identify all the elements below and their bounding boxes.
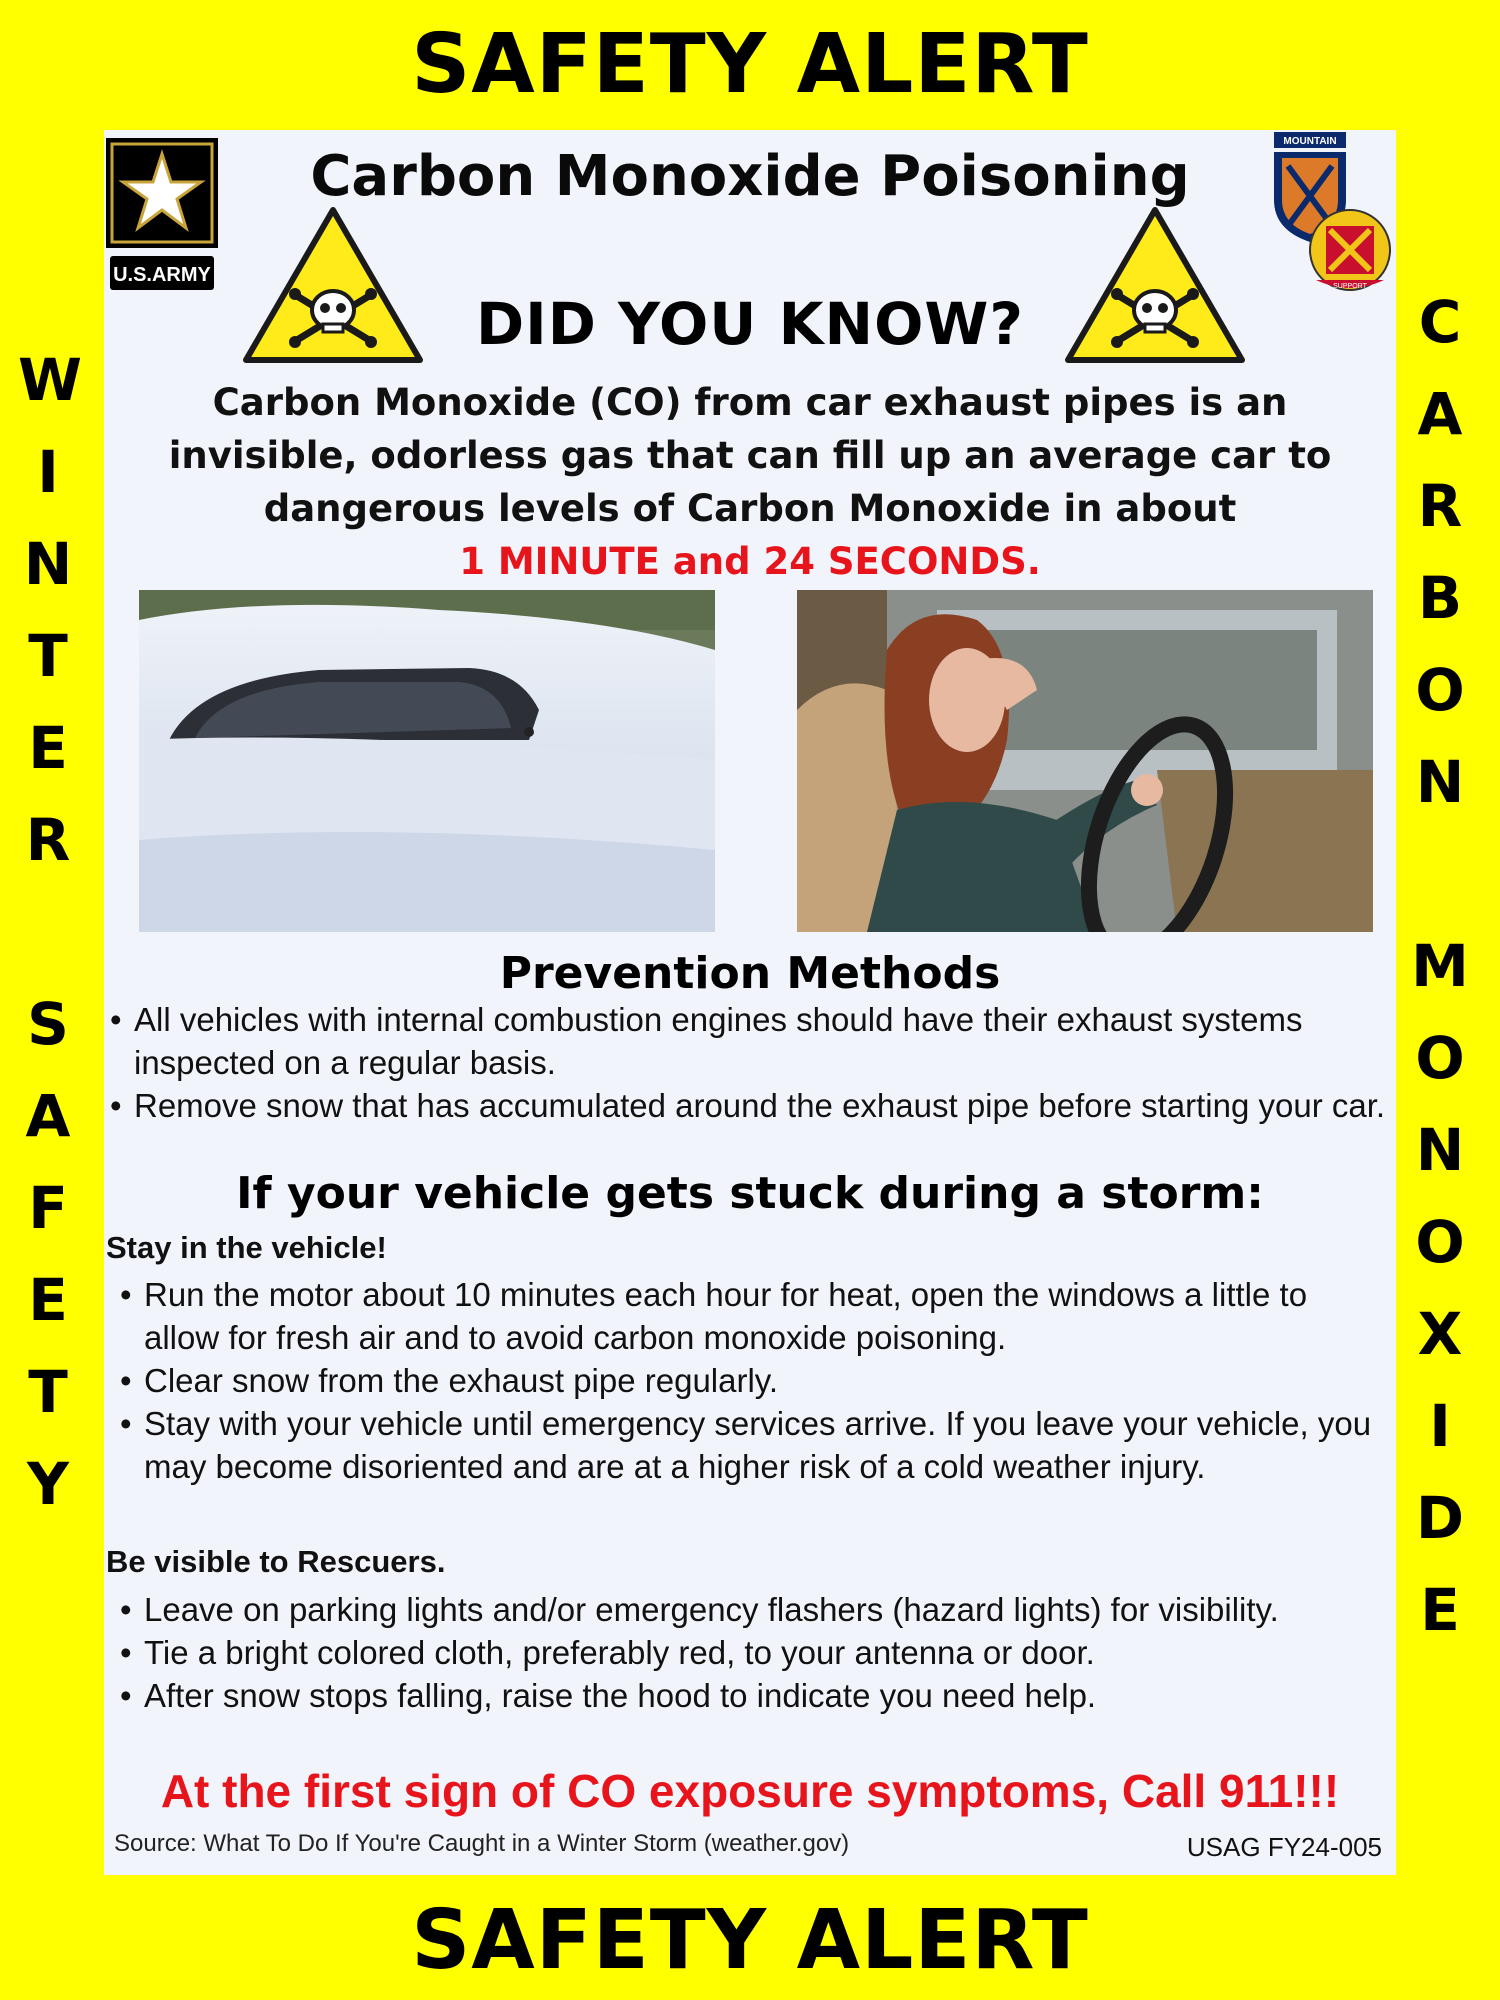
side-letter: E xyxy=(28,714,68,782)
side-letter: A xyxy=(25,1082,71,1150)
content-panel xyxy=(104,130,1396,1875)
poison-warning-icon xyxy=(1062,204,1248,368)
prevention-list xyxy=(106,998,1386,1127)
intro-text xyxy=(134,376,1366,588)
svg-text:U.S.ARMY: U.S.ARMY xyxy=(113,264,211,286)
unit-insignia-logo xyxy=(1272,130,1396,298)
side-letter: I xyxy=(37,438,59,506)
dizzy-woman-driver-photo xyxy=(797,590,1373,932)
banner-top: SAFETY ALERT xyxy=(411,17,1089,112)
side-letter: M xyxy=(1411,932,1469,1000)
side-letter: N xyxy=(23,530,73,598)
stay-list xyxy=(116,1273,1386,1488)
side-letter: A xyxy=(1417,380,1463,448)
svg-text:MOUNTAIN: MOUNTAIN xyxy=(1283,136,1337,147)
side-letter: S xyxy=(27,990,69,1058)
side-letter: E xyxy=(28,1266,68,1334)
side-letter: R xyxy=(25,806,71,874)
page-title: Carbon Monoxide Poisoning xyxy=(310,144,1190,209)
side-letter: N xyxy=(1415,1116,1465,1184)
list-item: • After snow stops falling, raise the hood to indicate you need help. xyxy=(116,1674,1386,1717)
snow-covered-car-photo xyxy=(139,590,715,932)
list-item: • Tie a bright colored cloth, preferably red, to your antenna or door. xyxy=(116,1631,1386,1674)
side-letter: W xyxy=(18,346,82,414)
intro-body: Carbon Monoxide (CO) from car exhaust pipes is an invisible, odorless gas that can fill up an average car to dangerous levels of Carbon Monoxide in about xyxy=(168,381,1332,530)
svg-text:SUPPORT: SUPPORT xyxy=(1333,283,1367,290)
side-text-carbon-monoxide xyxy=(1410,276,1470,1656)
stay-in-vehicle-heading: Stay in the vehicle! xyxy=(106,1230,387,1265)
intro-time-highlight: 1 MINUTE and 24 SECONDS. xyxy=(459,540,1041,583)
stuck-storm-title: If your vehicle gets stuck during a storm: xyxy=(236,1168,1264,1219)
call-911-warning: At the first sign of CO exposure symptoms, Call 911!!! xyxy=(160,1765,1340,1817)
prevention-title: Prevention Methods xyxy=(499,948,1001,999)
did-you-know-heading: DID YOU KNOW? xyxy=(476,290,1024,358)
list-item: • Clear snow from the exhaust pipe regularly. xyxy=(116,1359,1386,1402)
be-visible-heading: Be visible to Rescuers. xyxy=(106,1544,446,1579)
side-letter: O xyxy=(1415,1208,1465,1276)
list-item: • Remove snow that has accumulated around the exhaust pipe before starting your car. xyxy=(106,1084,1386,1127)
document-id: USAG FY24-005 xyxy=(1186,1832,1382,1862)
visible-list xyxy=(116,1588,1386,1717)
side-letter: O xyxy=(1415,1024,1465,1092)
side-letter: R xyxy=(1417,472,1463,540)
side-letter: X xyxy=(1417,1300,1463,1368)
side-letter: T xyxy=(28,1358,68,1426)
list-item: • Leave on parking lights and/or emergency flashers (hazard lights) for visibility. xyxy=(116,1588,1386,1631)
list-item: • Stay with your vehicle until emergency services arrive. If you leave your vehicle, you may become disoriented and are at a higher risk of a cold weather injury. xyxy=(116,1402,1386,1488)
side-text-winter-safety xyxy=(18,334,82,1530)
side-letter: B xyxy=(1417,564,1463,632)
side-letter: I xyxy=(1429,1392,1451,1460)
side-letter: C xyxy=(1418,288,1462,356)
source-citation: Source: What To Do If You're Caught in a Winter Storm (weather.gov) xyxy=(114,1830,850,1857)
banner-bottom: SAFETY ALERT xyxy=(411,1893,1089,1988)
side-letter: Y xyxy=(27,1450,69,1518)
list-item: • Run the motor about 10 minutes each hour for heat, open the windows a little to allow for fresh air and to avoid carbon monoxide poisoning. xyxy=(116,1273,1386,1359)
list-item: • All vehicles with internal combustion engines should have their exhaust systems inspected on a regular basis. xyxy=(106,998,1386,1084)
side-letter: E xyxy=(1420,1576,1460,1644)
side-letter: N xyxy=(1415,748,1465,816)
side-letter: T xyxy=(28,622,68,690)
side-letter: O xyxy=(1415,656,1465,724)
side-letter: F xyxy=(28,1174,68,1242)
side-letter: D xyxy=(1415,1484,1465,1552)
